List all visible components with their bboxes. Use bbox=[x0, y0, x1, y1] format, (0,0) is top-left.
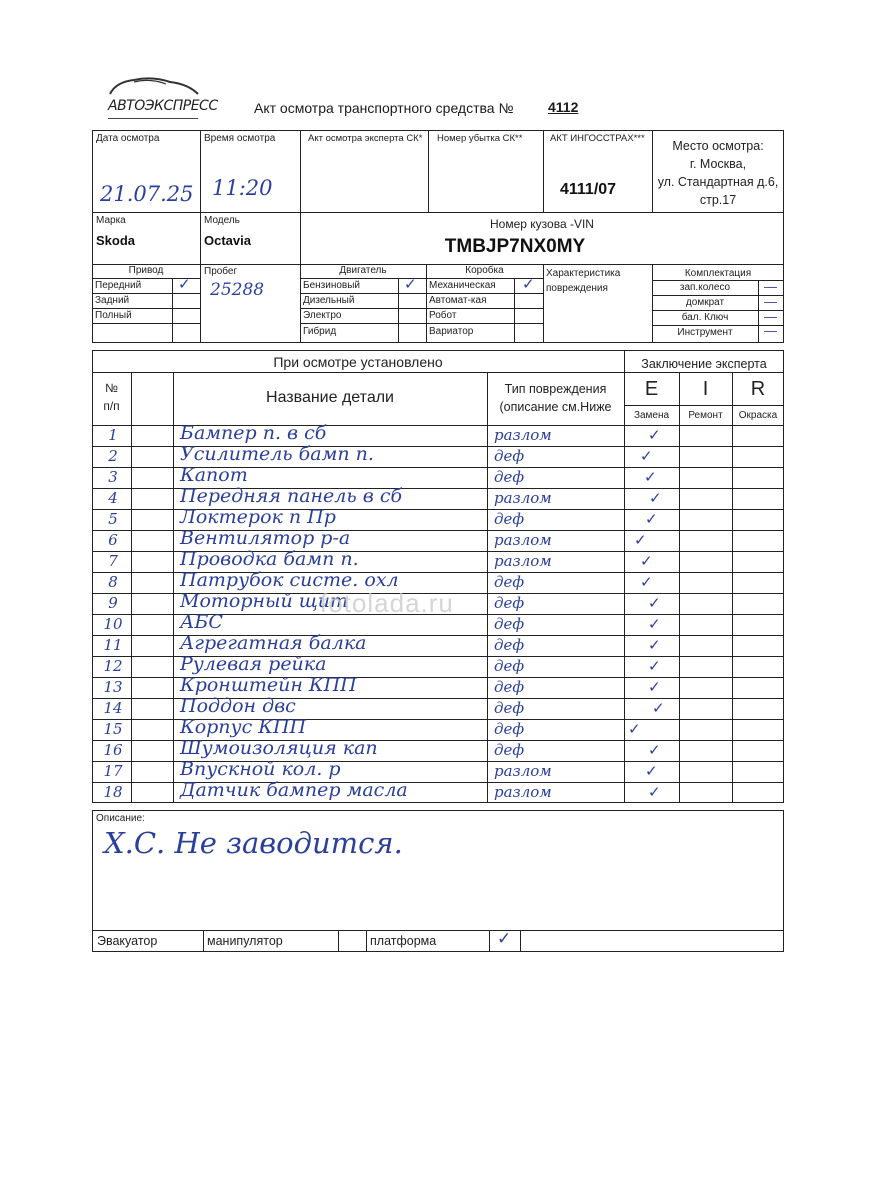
row-number: 13 bbox=[103, 678, 123, 696]
row-replace-check: ✓ bbox=[645, 511, 658, 528]
row-part-name: Шумоизоляция кап bbox=[180, 737, 378, 759]
place-line3: стр.17 bbox=[699, 193, 737, 207]
row-part-name: Вентилятор р-а bbox=[180, 527, 351, 549]
gearbox-option-robot[interactable]: Робот bbox=[429, 310, 457, 321]
place-line2: ул. Стандартная д.6, bbox=[657, 175, 779, 189]
equipment-jack[interactable]: домкрат bbox=[685, 297, 725, 308]
row-replace-check: ✓ bbox=[652, 700, 665, 717]
row-number: 5 bbox=[108, 510, 118, 528]
row-replace-check: ✓ bbox=[648, 658, 661, 675]
engine-option-diesel[interactable]: Дизельный bbox=[303, 295, 355, 306]
col-i-header: I bbox=[702, 378, 709, 400]
row-number: 7 bbox=[108, 552, 118, 570]
description-label: Описание: bbox=[96, 813, 145, 824]
col-damage-header-1: Тип повреждения bbox=[504, 382, 607, 396]
row-number: 12 bbox=[103, 657, 123, 675]
ingosstrakh-label: АКТ ИНГОССТРАХ*** bbox=[550, 133, 645, 144]
row-number: 1 bbox=[108, 426, 118, 444]
col-replace-header: Замена bbox=[633, 410, 670, 421]
row-damage-type: деф bbox=[494, 447, 525, 465]
row-damage-type: деф bbox=[494, 594, 525, 612]
row-part-name: Проводка бамп п. bbox=[180, 548, 359, 570]
row-number: 3 bbox=[108, 468, 118, 486]
equipment-spare-wheel[interactable]: зап.колесо bbox=[679, 282, 731, 293]
manipulator-label: манипулятор bbox=[207, 934, 283, 948]
row-part-name: Бампер п. в сб bbox=[180, 422, 327, 444]
row-replace-check: ✓ bbox=[648, 616, 661, 633]
row-damage-type: деф bbox=[494, 636, 525, 654]
row-damage-type: деф bbox=[494, 720, 525, 738]
col-paint-header: Окраска bbox=[738, 410, 778, 421]
engine-option-petrol[interactable]: Бензиновый bbox=[303, 280, 360, 291]
col-damage-header-2: (описание см.Ниже bbox=[499, 400, 612, 414]
row-number: 14 bbox=[103, 699, 123, 717]
row-part-name: Локтерок п Пр bbox=[180, 506, 336, 528]
place-line1: г. Москва, bbox=[689, 157, 747, 171]
row-replace-check: ✓ bbox=[648, 742, 661, 759]
drive-option-front[interactable]: Передний bbox=[95, 280, 142, 291]
equipment-wrench-mark: — bbox=[764, 309, 777, 324]
row-number: 9 bbox=[108, 594, 118, 612]
row-damage-type: деф bbox=[494, 468, 525, 486]
equipment-wrench[interactable]: бал. Ключ bbox=[681, 312, 729, 323]
platform-label: платформа bbox=[370, 934, 437, 948]
act-number: 4112 bbox=[548, 99, 579, 115]
equipment-tools-mark: — bbox=[764, 323, 777, 338]
row-part-name: Рулевая рейка bbox=[180, 653, 327, 675]
row-replace-check: ✓ bbox=[628, 721, 641, 738]
row-replace-check: ✓ bbox=[640, 553, 653, 570]
date-value: 21.07.25 bbox=[100, 182, 194, 206]
row-part-name: Поддон двс bbox=[180, 695, 296, 717]
ingosstrakh-value: 4111/07 bbox=[560, 181, 617, 198]
row-replace-check: ✓ bbox=[640, 448, 653, 465]
drive-header: Привод bbox=[128, 265, 164, 276]
row-part-name: Патрубок систе. охл bbox=[180, 569, 399, 591]
row-damage-type: деф bbox=[494, 615, 525, 633]
platform-check: ✓ bbox=[497, 929, 512, 948]
row-part-name: Датчик бампер масла bbox=[180, 779, 408, 801]
gearbox-manual-check: ✓ bbox=[522, 276, 535, 293]
row-part-name: Корпус КПП bbox=[180, 716, 307, 738]
row-damage-type: деф bbox=[494, 678, 525, 696]
row-number: 18 bbox=[103, 783, 123, 801]
found-title: При осмотре установлено bbox=[273, 354, 443, 370]
drive-front-check: ✓ bbox=[178, 276, 191, 293]
row-replace-check: ✓ bbox=[648, 784, 661, 801]
col-num-header-1: № bbox=[105, 381, 118, 395]
evacuator-label: Эвакуатор bbox=[97, 934, 158, 948]
drive-option-awd[interactable]: Полный bbox=[95, 310, 132, 321]
row-number: 6 bbox=[108, 531, 118, 549]
vin-label: Номер кузова -VIN bbox=[490, 217, 594, 231]
equipment-header: Комплектация bbox=[684, 268, 752, 279]
row-replace-check: ✓ bbox=[648, 427, 661, 444]
row-damage-type: разлом bbox=[494, 531, 552, 549]
row-number: 4 bbox=[108, 489, 118, 507]
row-damage-type: разлом bbox=[494, 762, 552, 780]
watermark: fotolada.ru bbox=[320, 588, 454, 618]
row-part-name: Капот bbox=[180, 464, 248, 486]
mileage-label: Пробег bbox=[204, 266, 238, 277]
col-part-header: Название детали bbox=[266, 389, 394, 406]
row-part-name: Моторный щит bbox=[180, 590, 349, 612]
damage-char-label-1: Характеристика bbox=[546, 268, 621, 279]
row-damage-type: деф bbox=[494, 510, 525, 528]
row-damage-type: разлом bbox=[494, 489, 552, 507]
row-part-name: АБС bbox=[180, 611, 223, 633]
company-logo bbox=[104, 74, 218, 126]
row-part-name: Агрегатная балка bbox=[180, 632, 367, 654]
engine-petrol-check: ✓ bbox=[404, 276, 417, 293]
drive-option-rear[interactable]: Задний bbox=[95, 295, 130, 306]
equipment-jack-mark: — bbox=[764, 294, 777, 309]
expert-act-label: Акт осмотра эксперта СК* bbox=[308, 133, 423, 144]
row-number: 10 bbox=[103, 615, 123, 633]
row-part-name: Кронштейн КПП bbox=[180, 674, 357, 696]
make-label: Марка bbox=[96, 215, 126, 226]
row-part-name: Передняя панель в сб bbox=[180, 485, 403, 507]
equipment-tools[interactable]: Инструмент bbox=[677, 327, 733, 338]
mileage-value: 25288 bbox=[210, 280, 265, 300]
col-e-header: E bbox=[644, 378, 659, 400]
equipment-spare-wheel-mark: — bbox=[764, 279, 777, 294]
model-value: Octavia bbox=[204, 233, 251, 248]
row-replace-check: ✓ bbox=[644, 469, 657, 486]
row-damage-type: деф bbox=[494, 741, 525, 759]
damage-char-label-2: повреждения bbox=[546, 283, 608, 294]
row-damage-type: деф bbox=[494, 699, 525, 717]
time-label: Время осмотра bbox=[204, 133, 276, 144]
engine-header: Двигатель bbox=[339, 265, 387, 276]
row-damage-type: разлом bbox=[494, 426, 552, 444]
row-number: 2 bbox=[108, 447, 118, 465]
row-number: 8 bbox=[108, 573, 118, 591]
page-title: Акт осмотра транспортного средства № bbox=[254, 100, 514, 116]
row-replace-check: ✓ bbox=[648, 595, 661, 612]
vin-value: TMBJP7NX0MY bbox=[444, 236, 586, 257]
row-number: 15 bbox=[103, 720, 123, 738]
row-replace-check: ✓ bbox=[640, 574, 653, 591]
loss-number-label: Номер убытка СК** bbox=[437, 133, 523, 144]
col-repair-header: Ремонт bbox=[688, 410, 723, 421]
row-replace-check: ✓ bbox=[645, 763, 658, 780]
gearbox-option-cvt[interactable]: Вариатор bbox=[429, 326, 474, 337]
gearbox-option-automatic[interactable]: Автомат-кая bbox=[429, 295, 487, 306]
model-label: Модель bbox=[204, 215, 240, 226]
row-number: 17 bbox=[103, 762, 123, 780]
logo-text: АВТОЭКСПРЕСС bbox=[108, 98, 218, 114]
row-replace-check: ✓ bbox=[648, 637, 661, 654]
gearbox-option-manual[interactable]: Механическая bbox=[429, 280, 496, 291]
col-r-header: R bbox=[750, 378, 766, 400]
row-replace-check: ✓ bbox=[648, 679, 661, 696]
time-value: 11:20 bbox=[212, 176, 273, 200]
gearbox-header: Коробка bbox=[465, 265, 504, 276]
engine-option-electric[interactable]: Электро bbox=[303, 310, 342, 321]
make-value: Skoda bbox=[96, 233, 136, 248]
row-number: 16 bbox=[103, 741, 123, 759]
row-number: 11 bbox=[103, 636, 123, 654]
date-label: Дата осмотра bbox=[96, 133, 160, 144]
row-damage-type: деф bbox=[494, 657, 525, 675]
row-replace-check: ✓ bbox=[649, 490, 662, 507]
row-part-name: Усилитель бамп п. bbox=[180, 443, 374, 465]
row-replace-check: ✓ bbox=[634, 532, 647, 549]
row-damage-type: разлом bbox=[494, 783, 552, 801]
place-label: Место осмотра: bbox=[672, 139, 764, 153]
row-part-name: Впускной кол. р bbox=[180, 758, 341, 780]
car-outline-icon bbox=[104, 74, 204, 96]
engine-option-hybrid[interactable]: Гибрид bbox=[303, 326, 337, 337]
col-num-header-2: п/п bbox=[103, 399, 120, 413]
row-damage-type: разлом bbox=[494, 552, 552, 570]
conclusion-title: Заключение эксперта bbox=[641, 357, 767, 371]
row-damage-type: деф bbox=[494, 573, 525, 591]
description-text: Х.С. Не заводится. bbox=[104, 826, 403, 860]
